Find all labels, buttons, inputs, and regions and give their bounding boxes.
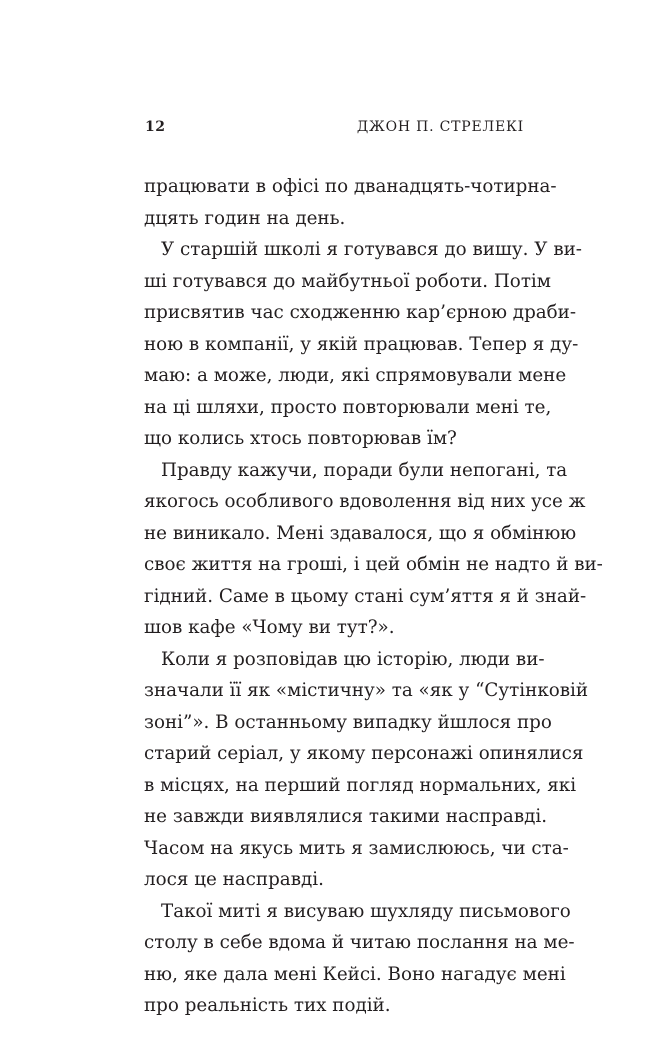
text-line: ші готувався до майбутньої роботи. Потім	[144, 270, 551, 292]
text-line: присвятив час сходженню кар’єрною драби-	[144, 302, 577, 323]
text-line: не виникало. Мені здавалося, що я обмінюю	[144, 522, 577, 544]
text-line: столу в себе вдома й читаю послання на ме-	[144, 932, 575, 953]
text-line: своє життя на гроші, і цей обмін не надто й ви-	[144, 554, 603, 575]
text-line: про реальність тих подій.	[144, 995, 391, 1016]
text-line: не завжди виявлялися такими насправді.	[144, 806, 548, 827]
text-line: ною в компанії, у якій працював. Тепер я ду-	[144, 333, 579, 355]
running-head-author: ДЖОН П. СТРЕЛЕКІ	[356, 119, 524, 135]
text-line: в місцях, на перший погляд нормальних, які	[144, 774, 577, 796]
text-line: ню, яке дала мені Кейсі. Воно нагадує мені	[144, 963, 566, 985]
text-line: якогось особливого вдоволення від них усе ж	[144, 491, 586, 512]
text-line: що колись хтось повторював їм?	[144, 428, 457, 449]
paragraph	[144, 455, 603, 644]
paragraph	[144, 896, 575, 1022]
paragraph	[144, 234, 582, 455]
body-text	[144, 171, 603, 1022]
text-line: на ці шляхи, просто повторювали мені те,	[144, 396, 552, 418]
text-line: маю: а може, люди, які спрямовували мене	[144, 365, 567, 386]
text-line: У старшій школі я готувався до вишу. У ви-	[161, 239, 582, 260]
text-line: Такої миті я висуваю шухляду письмового	[161, 900, 571, 922]
paragraph	[144, 171, 557, 234]
text-line: Коли я розповідав цю історію, люди ви-	[161, 648, 545, 670]
text-line: старий серіал, у якому персонажі опинялися	[144, 743, 584, 764]
page-number: 12	[145, 119, 166, 135]
text-line: працювати в офісі по дванадцять-чотирна-	[144, 176, 557, 197]
paragraph	[144, 644, 589, 896]
text-line: зоні”». В останньому випадку йшлося про	[144, 711, 552, 733]
text-line: гідний. Саме в цьому стані сум’яття я й знай-	[144, 585, 587, 607]
text-line: лося це насправді.	[144, 869, 324, 890]
page-header	[145, 119, 524, 143]
text-line: Часом на якусь мить я замислююсь, чи ста-	[144, 837, 569, 859]
text-line: Правду кажучи, поради були непогані, та	[161, 459, 568, 481]
text-line: шов кафе «Чому ви тут?».	[144, 617, 395, 638]
text-line: значали її як «містичну» та «як у “Сутінковій	[144, 680, 589, 701]
text-line: дцять годин на день.	[144, 207, 346, 229]
